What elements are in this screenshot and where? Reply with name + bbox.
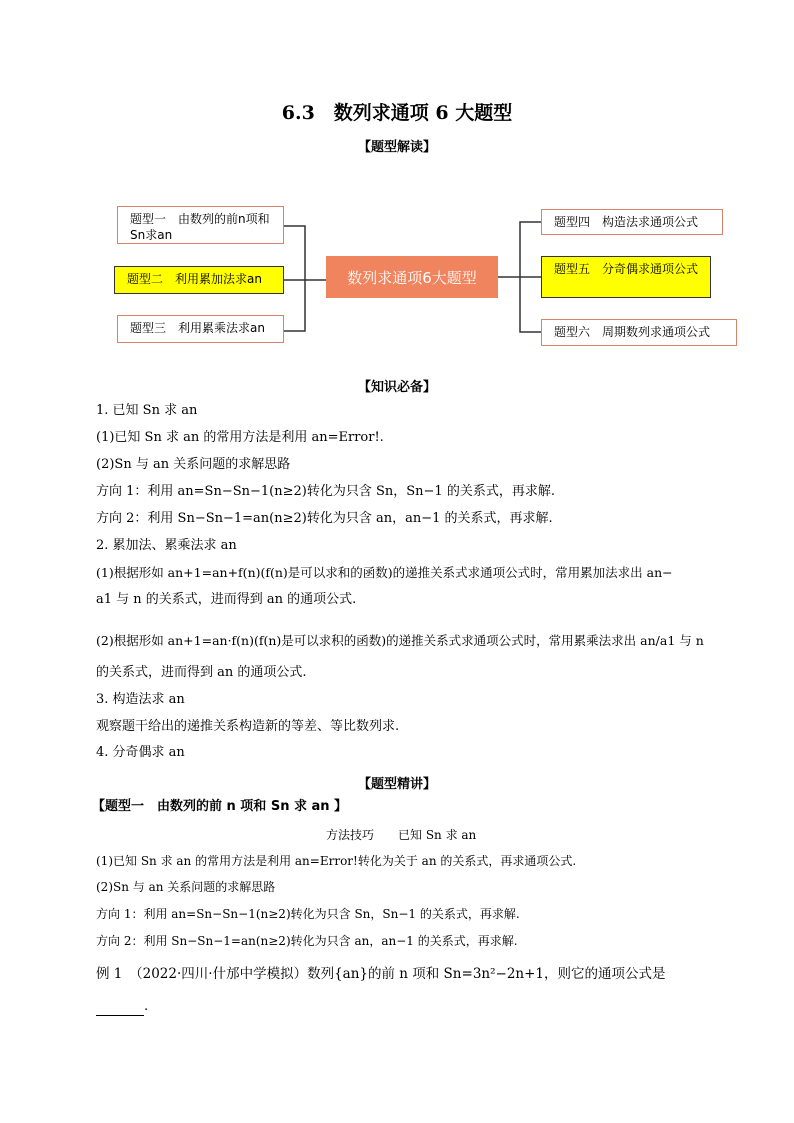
knowledge-line: 3. 构造法求 an xyxy=(96,692,185,707)
mindmap-node-type2: 题型二 利用累加法求an xyxy=(114,266,284,294)
knowledge-line: (1)已知 Sn 求 an 的常用方法是利用 an=Error!. xyxy=(96,430,384,445)
mindmap-node-type1: 题型一 由数列的前n项和Sn求an xyxy=(117,206,284,244)
mindmap-node-type6: 题型六 周期数列求通项公式 xyxy=(541,319,737,346)
answer-blank: . xyxy=(96,998,148,1016)
lecture-line: (1)已知 Sn 求 an 的常用方法是利用 an=Error!转化为关于 an 的关系式，再求通项公式. xyxy=(96,854,577,868)
mindmap-node-type5: 题型五 分奇偶求通项公式 xyxy=(541,256,711,298)
knowledge-line: 方向 2：利用 Sn−Sn−1=an(n≥2)转化为只含 an，an−1 的关系式，再求解. xyxy=(96,511,553,526)
knowledge-line: 2. 累加法、累乘法求 an xyxy=(96,538,237,553)
section-knowledge: 【知识必备】 xyxy=(357,380,436,395)
section-lecture: 【题型精讲】 xyxy=(357,777,436,792)
knowledge-line: a1 与 n 的关系式，进而得到 an 的通项公式. xyxy=(96,592,357,607)
knowledge-line: (2)Sn 与 an 关系问题的求解思路 xyxy=(96,457,291,472)
example-1: 例 1 （2022·四川·什邡中学模拟）数列{an}的前 n 项和 Sn=3n²−2n+1，则它的通项公式是 xyxy=(96,966,666,982)
knowledge-line: 观察题干给出的递推关系构造新的等差、等比数列求. xyxy=(96,719,400,734)
section-reading: 【题型解读】 xyxy=(357,140,436,155)
type1-heading: 【题型一 由数列的前 n 项和 Sn 求 an 】 xyxy=(92,799,348,814)
lecture-line: (2)Sn 与 an 关系问题的求解思路 xyxy=(96,880,276,894)
lecture-line: 方向 1：利用 an=Sn−Sn−1(n≥2)转化为只含 Sn，Sn−1 的关系式，再求解. xyxy=(96,907,520,921)
page-title: 6.3 数列求通项 6 大题型 xyxy=(281,102,513,124)
knowledge-line: (2)根据形如 an+1=an·f(n)(f(n)是可以求积的函数)的递推关系式求通项公式时，常用累乘法求出 an/a1 与 n xyxy=(96,633,704,648)
mindmap-center: 数列求通项6大题型 xyxy=(326,256,498,298)
knowledge-line: (1)根据形如 an+1=an+f(n)(f(n)是可以求和的函数)的递推关系式求通项公式时，常用累加法求出 an− xyxy=(96,565,673,580)
knowledge-line: 方向 1：利用 an=Sn−Sn−1(n≥2)转化为只含 Sn，Sn−1 的关系式，再求解. xyxy=(96,484,555,499)
lecture-line: 方向 2：利用 Sn−Sn−1=an(n≥2)转化为只含 an，an−1 的关系式，再求解. xyxy=(96,934,518,948)
knowledge-line: 1. 已知 Sn 求 an xyxy=(96,403,198,418)
method-tip: 方法技巧 已知 Sn 求 an xyxy=(326,828,477,842)
knowledge-line: 的关系式，进而得到 an 的通项公式. xyxy=(96,665,307,680)
knowledge-line: 4. 分奇偶求 an xyxy=(96,745,185,760)
mindmap-node-type4: 题型四 构造法求通项公式 xyxy=(541,209,723,235)
mindmap-node-type3: 题型三 利用累乘法求an xyxy=(117,315,284,343)
